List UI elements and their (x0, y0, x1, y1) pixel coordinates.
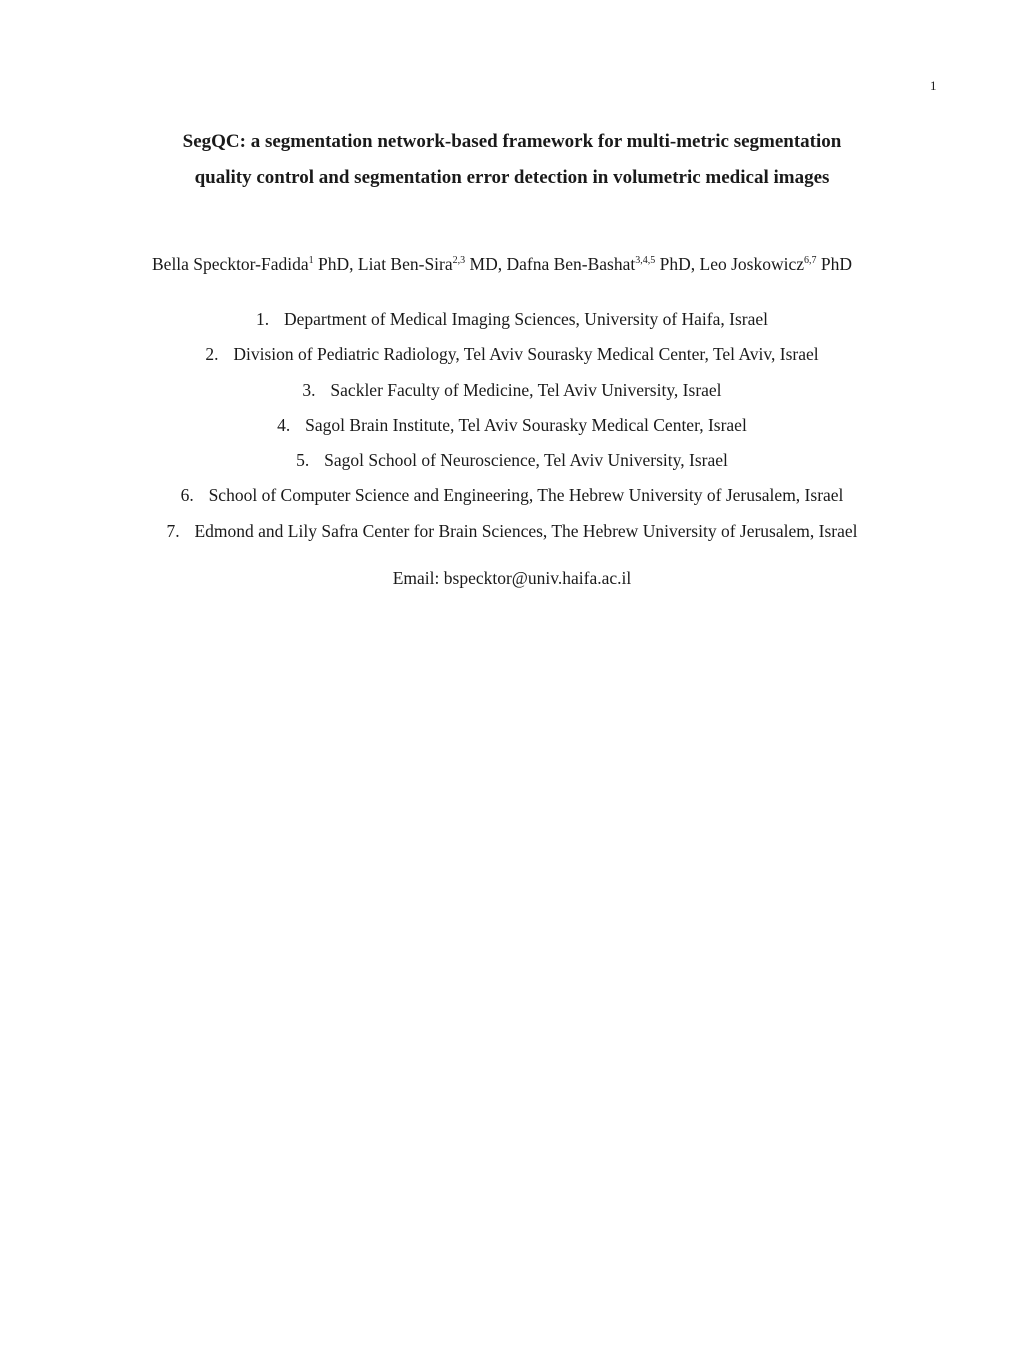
author-list: Bella Specktor-Fadida$^1$ PhD, Liat Ben-Sira$^{2,3}$ MD, Dafna Ben-Bashat$^{3,4,5}$ PhD, Leo Joskowicz$^{6,7}$ PhD (152, 254, 852, 274)
email-address[interactable]: bspecktor@univ.haifa.ac.il (443, 568, 632, 588)
affiliation-number: 2. (205, 344, 219, 365)
affiliation-list (0, 307, 1024, 554)
affiliation-number: 5. (296, 450, 310, 471)
affiliation-item (0, 448, 1024, 483)
affiliation-text: Sagol Brain Institute, Tel Aviv Sourasky Medical Center, Israel (305, 414, 747, 435)
author-name: Bella Specktor-Fadida (152, 254, 309, 274)
affiliation-item (0, 378, 1024, 413)
author-affiliation-sup: 1 (308, 255, 314, 266)
affiliation-text: School of Computer Science and Engineering, The Hebrew University of Jerusalem, Israel (208, 485, 844, 506)
paper-title (0, 124, 1024, 196)
affiliation-item (0, 342, 1024, 377)
affiliation-item (0, 413, 1024, 448)
affiliation-number: 4. (277, 414, 291, 435)
author-affiliation-sup: 6,7 (804, 255, 817, 266)
author-degree: PhD (318, 254, 350, 274)
title-line-2: quality control and segmentation error detection in volumetric medical images (194, 167, 830, 188)
author-name: Leo Joskowicz (699, 254, 804, 274)
affiliation-text: Department of Medical Imaging Sciences, University of Haifa, Israel (284, 309, 768, 329)
affiliation-number: 7. (166, 520, 180, 541)
affiliation-number: 3. (302, 379, 316, 400)
author-name: Liat Ben-Sira (357, 254, 453, 274)
affiliation-text: Edmond and Lily Safra Center for Brain Sciences, The Hebrew University of Jerusalem, Israel (194, 520, 858, 541)
author-affiliation-sup: 2,3 (452, 255, 466, 266)
affiliation-text: Division of Pediatric Radiology, Tel Aviv Sourasky Medical Center, Tel Aviv, Israel (233, 344, 819, 365)
contact-email-line (0, 566, 1024, 590)
affiliation-item (0, 483, 1024, 518)
email-label: Email: (392, 568, 440, 588)
title-line-1: SegQC: a segmentation network-based framework for multi-metric segmentation (182, 131, 842, 152)
page-number: 1 (930, 78, 937, 93)
affiliation-text: Sackler Faculty of Medicine, Tel Aviv University, Israel (330, 379, 722, 400)
affiliation-number: 6. (180, 485, 194, 506)
author-degree: MD (469, 254, 498, 274)
affiliation-number: 1. (256, 309, 270, 329)
author-affiliation-sup: 3,4,5 (635, 255, 656, 266)
author-degree: PhD (659, 254, 691, 274)
affiliation-item (0, 519, 1024, 554)
author-degree: PhD (820, 254, 852, 274)
affiliation-text: Sagol School of Neuroscience, Tel Aviv University, Israel (324, 450, 728, 471)
author-name: Dafna Ben-Bashat (506, 254, 636, 274)
affiliation-item (0, 307, 1024, 342)
